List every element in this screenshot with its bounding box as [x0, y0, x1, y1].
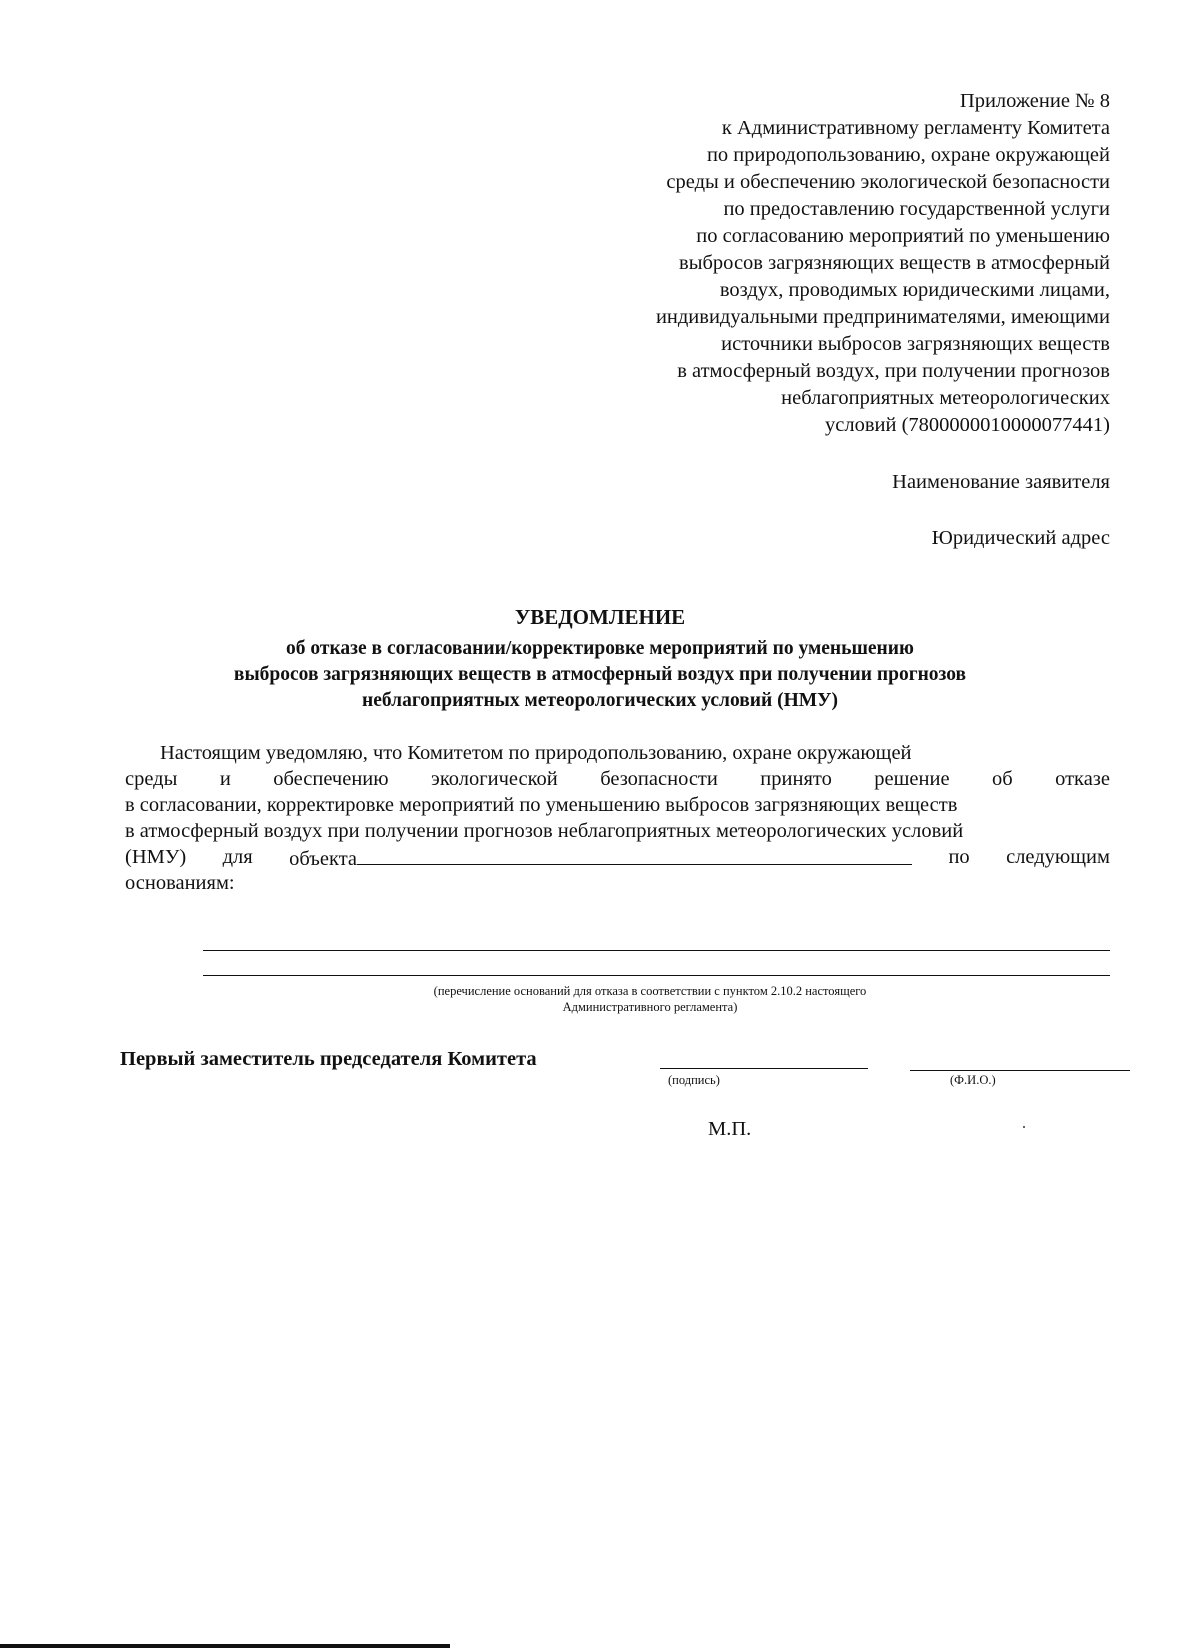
- body-text: Настоящим уведомляю, что Комитетом по природопользованию, охране окружающей: [160, 742, 912, 764]
- body-word: обеспечению: [273, 768, 389, 790]
- notice-body: [125, 740, 1110, 896]
- signature-caption: (подпись): [668, 1073, 720, 1087]
- body-word: для: [222, 846, 253, 868]
- annex-line: Приложение № 8: [959, 90, 1110, 112]
- scan-edge-bar: [0, 1644, 450, 1648]
- object-blank-line[interactable]: [357, 844, 912, 865]
- body-word: объекта: [289, 848, 358, 870]
- notice-subtitle-line: неблагоприятных метеорологических условий (НМУ): [362, 690, 838, 711]
- annex-line: воздух, проводимых юридическими лицами,: [719, 279, 1110, 301]
- reasons-blank-line[interactable]: [203, 975, 1110, 976]
- annex-line: неблагоприятных метеорологических: [781, 387, 1110, 409]
- reasons-blank-line[interactable]: [203, 950, 1110, 951]
- body-word: и: [219, 768, 231, 790]
- applicant-name-label: Наименование заявителя: [892, 471, 1110, 493]
- annex-line: условий (7800000010000077441): [825, 414, 1110, 436]
- body-word: принято: [760, 768, 832, 790]
- scan-speck: [1023, 1126, 1025, 1128]
- notice-subtitle-line: выбросов загрязняющих веществ в атмосферный воздух при получении прогнозов: [233, 664, 967, 685]
- body-line: [125, 740, 1110, 766]
- name-caption: (Ф.И.О.): [950, 1073, 996, 1087]
- notice-subtitle: [100, 636, 1100, 714]
- body-word: безопасности: [600, 768, 718, 790]
- annex-line: среды и обеспечению экологической безопасности: [666, 171, 1110, 193]
- reasons-hint-line: Административного регламента): [562, 1000, 738, 1014]
- body-line: [125, 766, 1110, 792]
- body-line: основаниям:: [125, 872, 235, 894]
- signature-blank-line[interactable]: [660, 1068, 868, 1069]
- body-word: об: [991, 768, 1013, 790]
- annex-line: по согласованию мероприятий по уменьшению: [696, 225, 1110, 247]
- annex-line: к Административному регламенту Комитета: [721, 117, 1110, 139]
- reasons-hint-line: (перечисление оснований для отказа в соответствии с пунктом 2.10.2 настоящего: [433, 984, 867, 998]
- body-line: в согласовании, корректировке мероприятий по уменьшению выбросов загрязняющих веществ: [125, 794, 958, 816]
- name-blank-line[interactable]: [910, 1070, 1130, 1071]
- body-word: решение: [874, 768, 950, 790]
- annex-header: [550, 88, 1110, 439]
- annex-line: по природопользованию, охране окружающей: [706, 144, 1110, 166]
- body-word: экологической: [431, 768, 558, 790]
- body-line: в атмосферный воздух при получении прогнозов неблагоприятных метеорологических условий: [125, 820, 964, 842]
- body-word: следующим: [1006, 846, 1110, 868]
- body-line: [125, 844, 1110, 870]
- notice-title: УВЕДОМЛЕНИЕ: [514, 605, 686, 629]
- stamp-place-label: М.П.: [708, 1118, 752, 1140]
- body-word: по: [948, 846, 970, 868]
- annex-line: в атмосферный воздух, при получении прогнозов: [677, 360, 1110, 382]
- annex-line: по предоставлению государственной услуги: [723, 198, 1110, 220]
- annex-line: выбросов загрязняющих веществ в атмосферный: [679, 252, 1110, 274]
- annex-line: источники выбросов загрязняющих веществ: [721, 333, 1110, 355]
- reasons-hint: [150, 983, 1150, 1015]
- body-word: отказе: [1055, 768, 1110, 790]
- notice-subtitle-line: об отказе в согласовании/корректировке мероприятий по уменьшению: [286, 638, 914, 659]
- object-field[interactable]: [289, 844, 912, 870]
- applicant-address-label: Юридический адрес: [931, 527, 1110, 549]
- body-word: (НМУ): [125, 846, 187, 868]
- annex-line: индивидуальными предпринимателями, имеющими: [655, 306, 1110, 328]
- body-word: среды: [125, 768, 178, 790]
- signer-position: Первый заместитель председателя Комитета: [120, 1048, 537, 1070]
